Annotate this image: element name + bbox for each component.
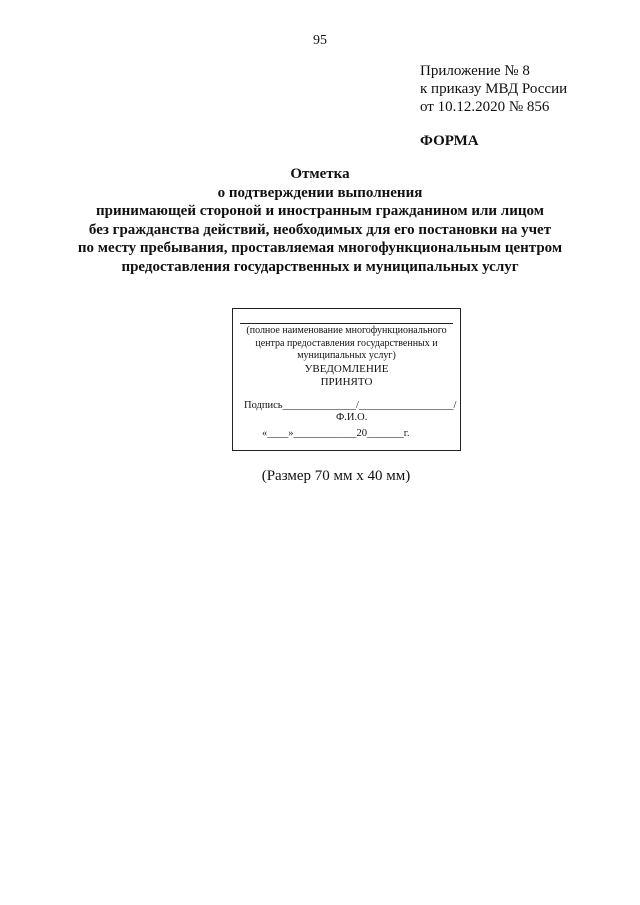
title-line: предоставления государственных и муниципальных услуг (121, 258, 519, 275)
date-field: «____»____________20_______г. (262, 428, 410, 439)
organization-name-line (240, 323, 453, 324)
form-label: ФОРМА (420, 133, 479, 149)
title-line: Отметка (290, 166, 350, 182)
caption-line: (полное наименование многофункционального (246, 325, 447, 336)
caption-line: муниципальных услуг) (297, 350, 396, 361)
signature-field: Подпись______________/__________________/ (244, 400, 457, 411)
title-line: о подтверждении выполнения (217, 184, 423, 201)
appendix-line-1: Приложение № 8 (420, 63, 530, 79)
page-number: 95 (313, 33, 327, 48)
organization-caption (235, 325, 458, 363)
appendix-header (420, 62, 567, 116)
notice-line: УВЕДОМЛЕНИЕ (304, 363, 389, 375)
fio-label: Ф.И.О. (336, 412, 368, 423)
title-line: без гражданства действий, необходимых для его постановки на учет (88, 221, 552, 238)
document-title (0, 165, 640, 276)
caption-line: центра предоставления государственных и (255, 337, 438, 349)
appendix-line-2: к приказу МВД России (420, 81, 568, 97)
notice-accepted (233, 363, 460, 389)
appendix-line-3: от 10.12.2020 № 856 (420, 99, 550, 115)
title-line: по месту пребывания, проставляемая многофункциональным центром (77, 240, 563, 256)
title-line: принимающей стороной и иностранным гражданином или лицом (96, 203, 544, 219)
stamp-form-box (232, 308, 461, 451)
notice-line: ПРИНЯТО (320, 376, 373, 388)
size-note: (Размер 70 мм х 40 мм) (261, 468, 411, 484)
